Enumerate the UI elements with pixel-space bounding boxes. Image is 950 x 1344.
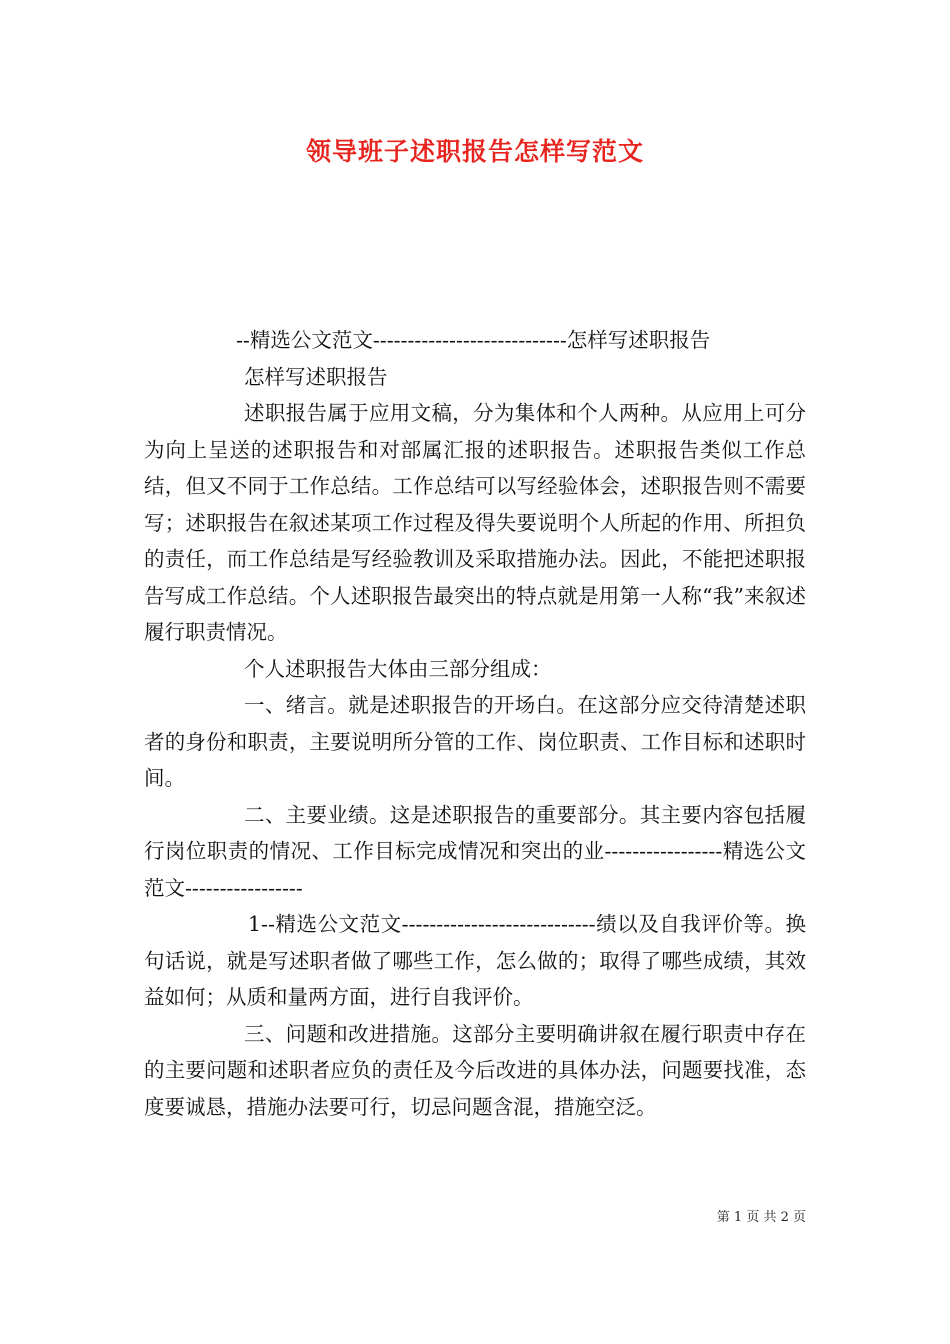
document-title: 领导班子述职报告怎样写范文 <box>305 137 644 166</box>
section-heading: 怎样写述职报告 <box>244 364 388 389</box>
paragraph-intro: 述职报告属于应用文稿，分为集体和个人两种。从应用上可分为向上呈送的述职报告和对部属汇报的述职报告。述职报告类似工作总结，但又不同于工作总结。工作总结可以写经验体会，述职报告则不需要写；述职报告在叙述某项工作过程及得失要说明个人所起的作用、所担负的责任，而工作总结是写经验教训及采取措施办法。因此，不能把述职报告写成工作总结。个人述职报告最突出的特点就是用第一人称“我”来叙述履行职责情况。 <box>144 401 806 644</box>
paragraph-part-two-continued: 1--精选公文范文----------------------------绩以及自我评价等。换句话说，就是写述职者做了哪些工作，怎么做的；取得了哪些成绩，其效益如何；从质和量两方面，进行自我评价。 <box>144 912 806 1009</box>
document-body <box>144 322 806 1125</box>
paragraph-part-one: 一、绪言。就是述职报告的开场白。在这部分应交待清楚述职者的身份和职责，主要说明所分管的工作、岗位职责、工作目标和述职时间。 <box>144 693 806 790</box>
paragraph-part-three: 三、问题和改进措施。这部分主要明确讲叙在履行职责中存在的主要问题和述职者应负的责任及今后改进的具体办法，问题要找准，态度要诚恳，措施办法要可行，切忌问题含混，措施空泛。 <box>144 1021 806 1119</box>
header-separator-line: --精选公文范文----------------------------怎样写述职报告 <box>236 328 711 352</box>
page-indicator: 第 1 页 共 2 页 <box>716 1210 806 1225</box>
paragraph-part-two: 二、主要业绩。这是述职报告的重要部分。其主要内容包括履行岗位职责的情况、工作目标完成情况和突出的业-----------------精选公文范文----------------- <box>144 802 806 900</box>
paragraph-structure: 个人述职报告大体由三部分组成： <box>244 656 552 681</box>
